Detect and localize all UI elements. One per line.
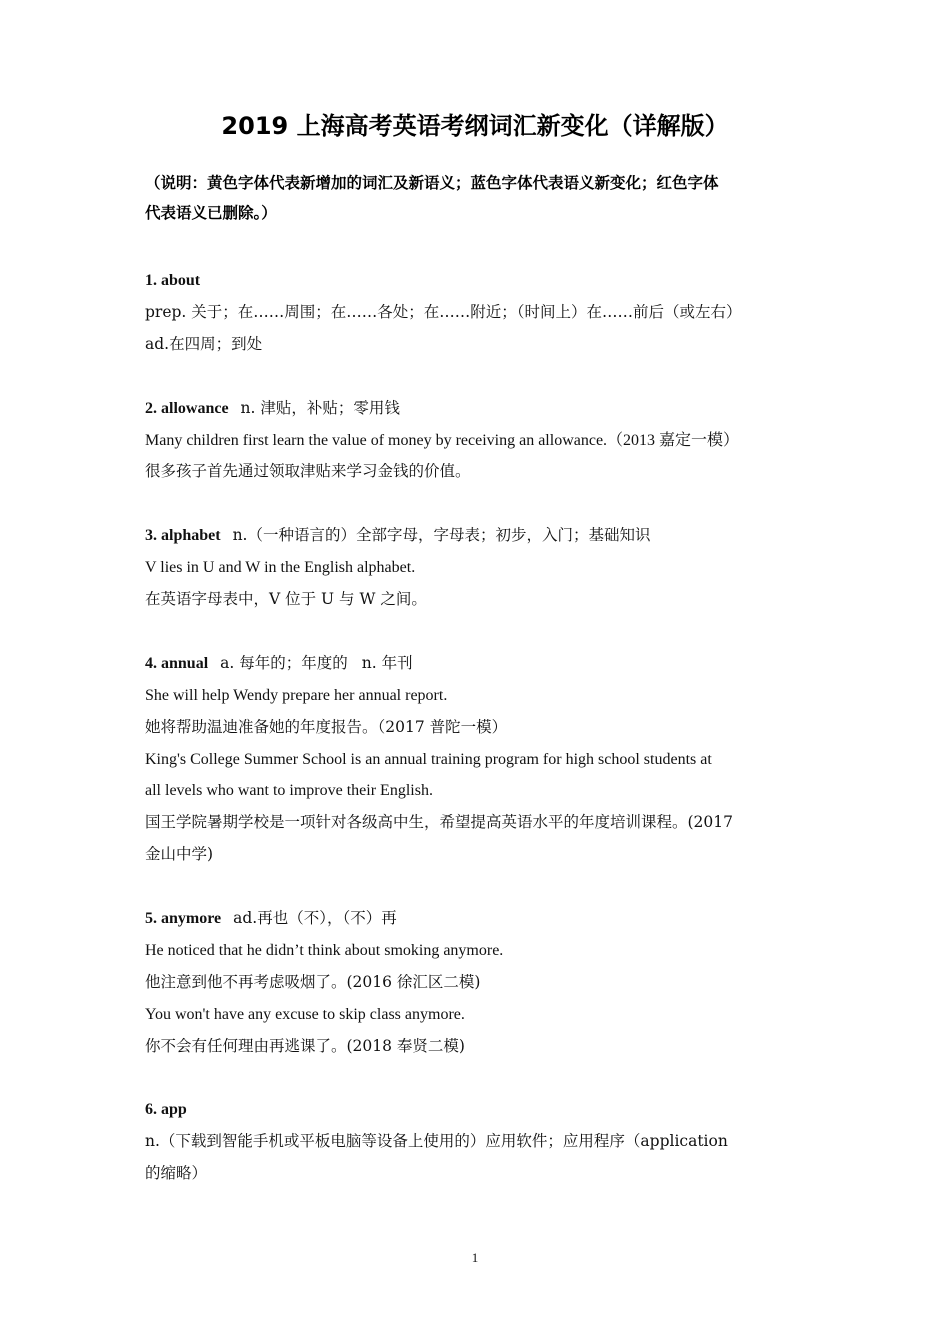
entry-anymore [145, 903, 810, 1063]
legend-note-line-1: （说明：黄色字体代表新增加的词汇及新语义；蓝色字体代表语义新变化；红色字体 [145, 174, 719, 192]
example-chinese: 你不会有任何理由再逃课了。(2018 奉贤二模) [145, 1036, 465, 1055]
example-english: all levels who want to improve their English. [145, 782, 433, 800]
definition-noun: n. 年刊 [361, 653, 413, 672]
example-english: He noticed that he didn’t think about smoking anymore. [145, 941, 504, 959]
example-chinese: 很多孩子首先通过领取津贴来学习金钱的价值。 [145, 462, 471, 481]
definition: n.（下载到智能手机或平板电脑等设备上使用的）应用软件；应用程序（application [145, 1132, 728, 1151]
example-chinese: 在英语字母表中，V 位于 U 与 W 之间。 [145, 590, 427, 609]
definition: n.（一种语言的）全部字母，字母表；初步，入门；基础知识 [232, 526, 651, 545]
example-chinese: 她将帮助温迪准备她的年度报告。（2017 普陀一模） [145, 717, 508, 736]
entry-app [145, 1094, 810, 1190]
entry-alphabet [145, 520, 810, 616]
entry-about [145, 265, 810, 361]
example-chinese: 金山中学) [145, 845, 214, 864]
headword: 5. anymore [145, 910, 222, 928]
example-english: V lies in U and W in the English alphabet. [145, 559, 416, 577]
example-chinese: 国王学院暑期学校是一项针对各级高中生，希望提高英语水平的年度培训课程。(2017 [145, 813, 733, 832]
page-number: 1 [471, 1250, 479, 1265]
definition: prep. 关于；在……周围；在……各处；在……附近；（时间上）在……前后（或左右） [145, 302, 742, 321]
entry-allowance [145, 393, 810, 489]
headword: 4. annual [145, 654, 209, 672]
legend-note-line-2: 代表语义已删除。） [145, 204, 277, 222]
example-english: King's College Summer School is an annual training program for high school students at [145, 750, 712, 768]
vocabulary-list [145, 265, 810, 1190]
entry-annual [145, 648, 810, 871]
definition-adjective: a. 每年的；年度的 [220, 653, 348, 672]
document-title: 2019 上海高考英语考纲词汇新变化（详解版） [221, 112, 729, 140]
definition: 的缩略） [145, 1164, 208, 1183]
example-english: She will help Wendy prepare her annual report. [145, 686, 448, 704]
example-chinese: 他注意到他不再考虑吸烟了。(2016 徐汇区二模) [145, 972, 481, 991]
example-english: You won't have any excuse to skip class anymore. [145, 1005, 465, 1023]
definition: n. 津贴，补贴；零用钱 [240, 398, 400, 417]
headword: 2. allowance [145, 399, 229, 417]
headword: 6. app [145, 1101, 187, 1119]
definition: ad.在四周；到处 [145, 334, 263, 353]
headword: 3. alphabet [145, 527, 221, 545]
headword: 1. about [145, 272, 201, 289]
example-english: Many children first learn the value of money by receiving an allowance.（2013 嘉定一模） [145, 431, 740, 449]
legend-note [145, 168, 810, 228]
definition: ad.再也（不），（不）再 [233, 909, 397, 928]
